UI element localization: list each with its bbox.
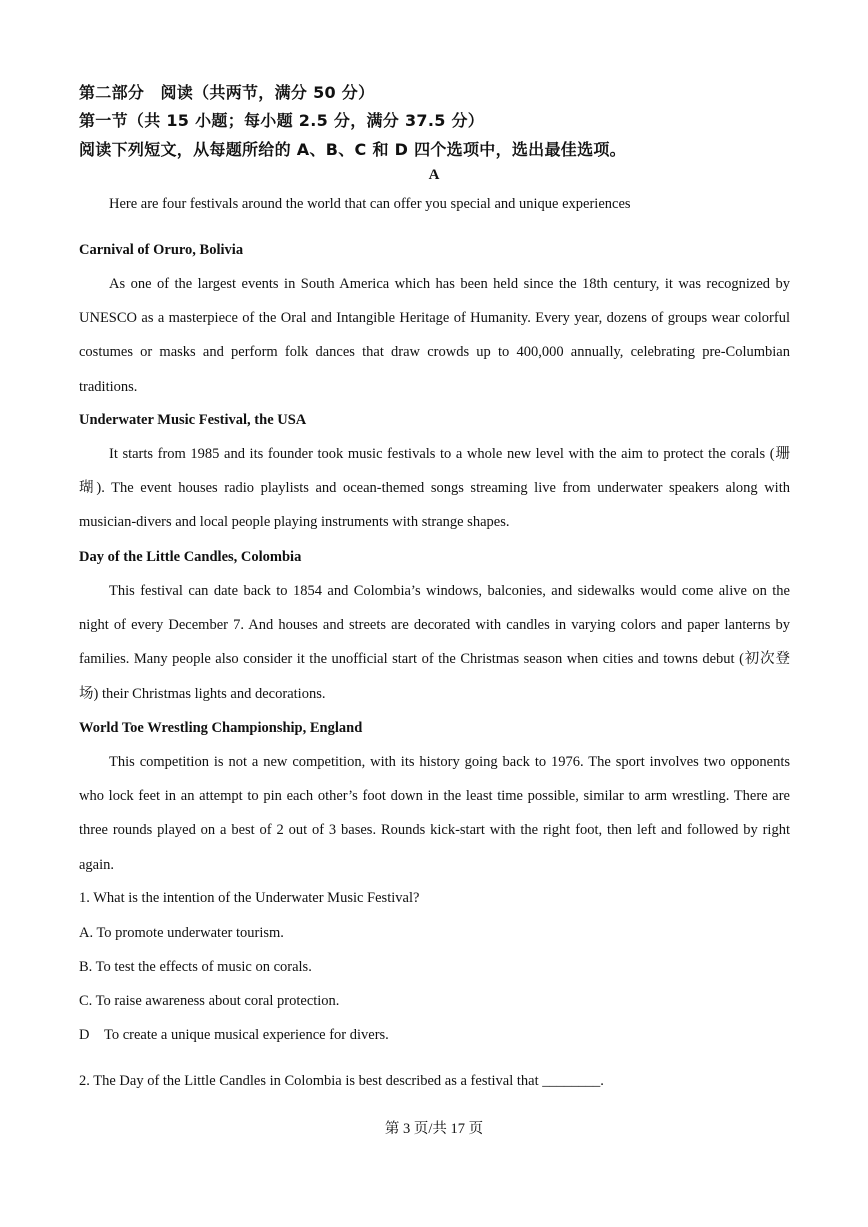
- question-stem: 1. What is the intention of the Underwater Music Festival?: [79, 890, 420, 906]
- festival-title: Underwater Music Festival, the USA: [79, 412, 307, 428]
- festival-title: Carnival of Oruro, Bolivia: [79, 242, 244, 258]
- answer-option-b: B. To test the effects of music on corals.: [79, 959, 312, 975]
- answer-option-d: D To create a unique musical experience for divers.: [79, 1027, 389, 1043]
- answer-option-a: A. To promote underwater tourism.: [79, 925, 284, 941]
- section-heading: 第一节（共 15 小题；每小题 2.5 分，满分 37.5 分）: [79, 111, 485, 130]
- festival-paragraph: As one of the largest events in South America which has been held since the 18th century, it was recognized by UNESCO as a masterpiece of the Oral and Intangible Heritage of Humanity. Every year, dozens of groups wear colorful costumes or masks and perform folk dances that draw crowds up to 400,000 annually, celebrating pre-Columbian traditions.: [79, 276, 790, 395]
- answer-option-c: C. To raise awareness about coral protection.: [79, 993, 340, 1009]
- passage-intro: Here are four festivals around the world that can offer you special and unique experiences: [109, 196, 631, 212]
- festival-paragraph: This competition is not a new competition, with its history going back to 1976. The sport involves two opponents who lock feet in an attempt to pin each other’s foot down in the least time possible, similar to arm wrestling. There are three rounds played on a best of 2 out of 3 bases. Rounds kick-start with the right foot, then left and followed by right again.: [79, 754, 790, 873]
- passage-letter: A: [428, 167, 440, 183]
- part-heading: 第二部分 阅读（共两节，满分 50 分）: [79, 83, 375, 102]
- question-stem: 2. The Day of the Little Candles in Colombia is best described as a festival that ________.: [79, 1073, 604, 1089]
- festival-title: Day of the Little Candles, Colombia: [79, 549, 302, 565]
- festival-paragraph: This festival can date back to 1854 and Colombia’s windows, balconies, and sidewalks would come alive on the night of every December 7. And houses and streets are decorated with candles in varying colors and paper lanterns by families. Many people also consider it the unofficial start of the Christmas season when cities and towns debut (初次登场) their Christmas lights and decorations.: [79, 583, 790, 702]
- festival-title: World Toe Wrestling Championship, England: [79, 720, 363, 736]
- festival-paragraph: It starts from 1985 and its founder took music festivals to a whole new level with the aim to protect the corals (珊瑚). The event houses radio playlists and ocean-themed songs streaming live from underwater speakers along with musician-divers and local people playing instruments with strange shapes.: [79, 446, 790, 531]
- instructions: 阅读下列短文，从每题所给的 A、B、C 和 D 四个选项中，选出最佳选项。: [79, 140, 626, 159]
- page-number: 第 3 页/共 17 页: [384, 1121, 484, 1137]
